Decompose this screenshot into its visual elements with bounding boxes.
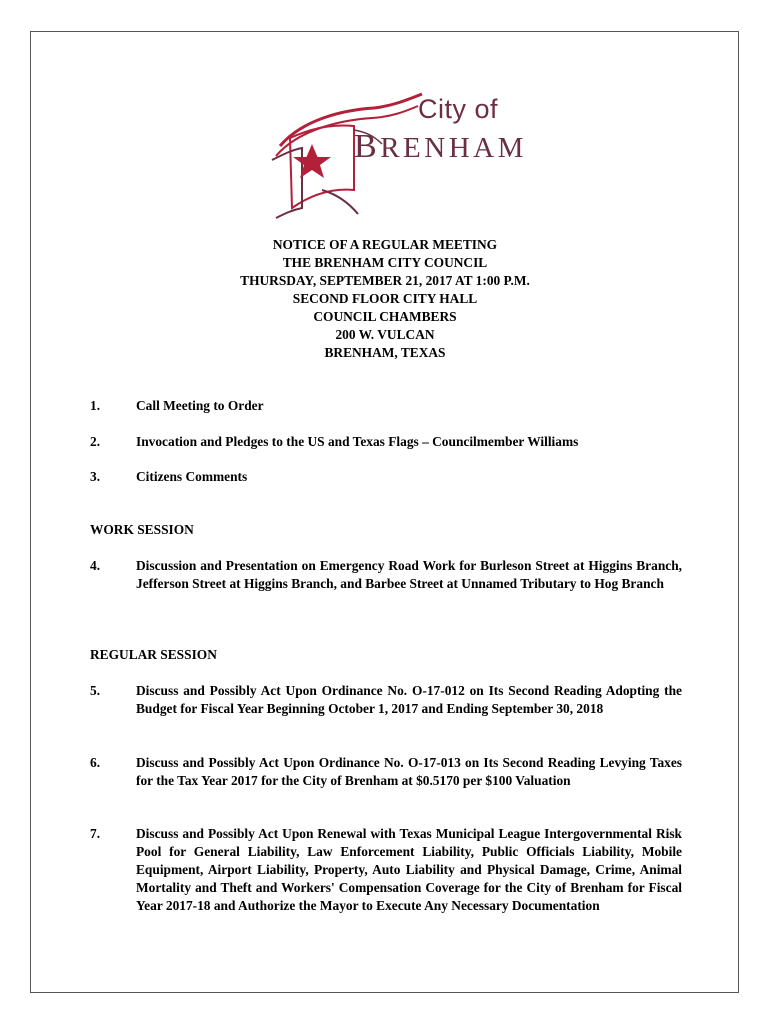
item-text: Citizens Comments	[136, 469, 248, 484]
city-logo	[262, 90, 527, 220]
header-line: COUNCIL CHAMBERS	[313, 309, 457, 324]
logo-name-text	[354, 128, 527, 166]
item-number: 5.	[90, 683, 101, 698]
logo-city-text: City of	[418, 94, 499, 124]
header-line: NOTICE OF A REGULAR MEETING	[272, 237, 498, 252]
logo-name-initial: B	[354, 128, 381, 165]
item-number: 4.	[90, 558, 101, 573]
section-heading-work: WORK SESSION	[90, 522, 194, 537]
item-text: Discuss and Possibly Act Upon Ordinance No. O-17-013 on Its Second Reading Levying Taxes for the Tax Year 2017 for the City of Brenham at $0.5170 per $100 Valuation	[136, 755, 682, 788]
item-text: Invocation and Pledges to the US and Texas Flags – Councilmember Williams	[136, 434, 579, 449]
item-number: 6.	[90, 755, 101, 770]
header-line: THURSDAY, SEPTEMBER 21, 2017 AT 1:00 P.M.	[240, 273, 530, 288]
item-number: 3.	[90, 469, 101, 484]
item-number: 2.	[90, 434, 101, 449]
item-number: 7.	[90, 826, 101, 841]
meeting-notice-header	[0, 236, 770, 362]
header-line: BRENHAM, TEXAS	[324, 345, 446, 360]
header-line: SECOND FLOOR CITY HALL	[292, 291, 478, 306]
header-line: 200 W. VULCAN	[335, 327, 435, 342]
header-line: THE BRENHAM CITY COUNCIL	[282, 255, 488, 270]
section-heading-regular: REGULAR SESSION	[90, 647, 217, 662]
item-text: Discussion and Presentation on Emergency Road Work for Burleson Street at Higgins Branch, Jefferson Street at Higgins Branch, and Barbee Street at Unnamed Tributary to Hog Branch	[136, 558, 682, 591]
item-number: 1.	[90, 398, 101, 413]
item-text: Discuss and Possibly Act Upon Renewal with Texas Municipal League Intergovernmental Risk Pool for General Liability, Law Enforcement Liability, Public Officials Liability, Mobile Equipment, Airport Liability, Property, Auto Liability and Physical Damage, Crime, Animal Mortality and Theft and Workers' Compensation Coverage for the City of Brenham for Fiscal Year 2017-18 and Authorize the Mayor to Execute Any Necessary Documentation	[136, 826, 682, 913]
logo-name-rest: RENHAM	[380, 132, 527, 164]
item-text: Discuss and Possibly Act Upon Ordinance No. O-17-012 on Its Second Reading Adopting the Budget for Fiscal Year Beginning October 1, 2017 and Ending September 30, 2018	[136, 683, 682, 716]
item-text: Call Meeting to Order	[136, 398, 264, 413]
